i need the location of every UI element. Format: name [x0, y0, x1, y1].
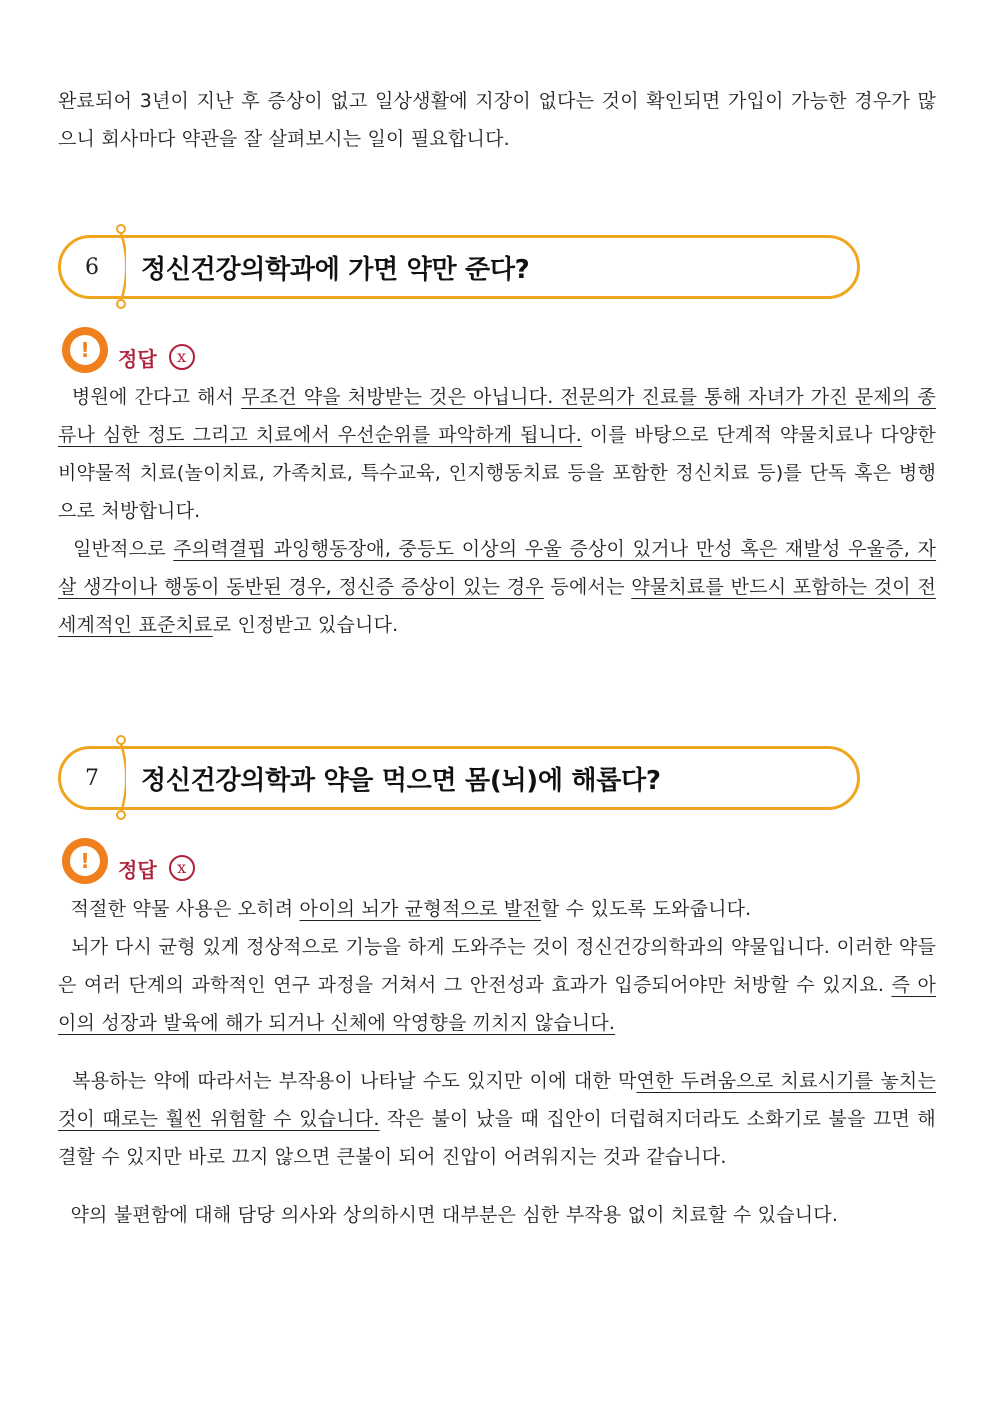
- answer-header-6: [62, 326, 195, 374]
- text-run: 복용하는 약에 따라서는 부작용이 나타날 수도 있지만 이에 대한 막: [72, 1070, 637, 1092]
- text-run: 작은 불이 났을 때 집안이 더럽혀지더라도 소화기로 불을 끄면 해결할 수 있지만 바로 끄지 않으면 큰불이 되어 진압이 어려워지는 것과 같습니다.: [58, 1108, 936, 1168]
- exclamation-bubble-icon: !: [62, 327, 108, 373]
- exclamation-bubble-icon: !: [62, 838, 108, 884]
- text-run: 약의 불편함에 대해 담당 의사와 상의하시면 대부분은 심한 부작용 없이 치료할 수 있습니다.: [70, 1204, 839, 1226]
- underlined-text: 약물치료를 반드시 포함하는 것이 전 세계적인 표준치료: [58, 576, 936, 636]
- answer-x-mark: x: [169, 855, 195, 881]
- underlined-text: 연한 두려움으로 치료시기를 놓치는 것이 때로는 훨씬 위험할 수 있습니다.: [58, 1070, 936, 1130]
- section-7-paragraph-1: [58, 890, 936, 928]
- section-7-paragraph-3: [58, 1062, 936, 1176]
- intro-text: 완료되어 3년이 지난 후 증상이 없고 일상생활에 지장이 없다는 것이 확인되면 가입이 가능한 경우가 많으니 회사마다 약관을 잘 살펴보시는 일이 필요합니다.: [58, 90, 936, 150]
- answer-label: 정답: [118, 346, 157, 371]
- answer-x-mark: x: [169, 344, 195, 370]
- text-run: 일반적으로: [72, 538, 174, 560]
- underlined-text: 주의력결핍 과잉행동장애, 중등도 이상의 우울 증상이 있거나 만성 혹은 재발성 우울증, 자살 생각이나 행동이 동반된 경우, 정신증 증상이 있는 경우: [58, 538, 937, 598]
- intro-paragraph: [58, 82, 936, 158]
- answer-header-7: [62, 837, 195, 885]
- text-run: 로 인정받고 있습니다.: [212, 614, 399, 636]
- answer-label: 정답: [118, 857, 157, 882]
- section-7-paragraph-4: [58, 1196, 936, 1234]
- text-run: 뇌가 다시 균형 있게 정상적으로 기능을 하게 도와주는 것이 정신건강의학과의 약물입니다. 이러한 약들은 여러 단계의 과학적인 연구 과정을 거쳐서 그 안전성과 효과가 입증되어야만 처방할 수 있지요.: [58, 936, 936, 996]
- text-run: 등에서는: [543, 576, 632, 598]
- underlined-text: 아이의 뇌가 균형적으로 발전: [299, 898, 541, 920]
- question-title: 정신건강의학과 약을 먹으면 몸(뇌)에 해롭다?: [141, 765, 661, 796]
- question-number: 7: [85, 765, 99, 791]
- section-7-paragraph-2: [58, 928, 936, 1042]
- question-box-6: [58, 235, 860, 299]
- text-run: 이를 바탕으로 단계적 약물치료나 다양한 비약물적 치료(놀이치료, 가족치료, 특수교육, 인지행동치료 등을 포함한 정신치료 등)를 단독 혹은 병행으로 처방합니다.: [58, 424, 936, 522]
- text-run: 병원에 간다고 해서: [71, 386, 242, 408]
- question-title: 정신건강의학과에 가면 약만 준다?: [141, 254, 530, 285]
- underlined-text: 즉 아이의 성장과 발육에 해가 되거나 신체에 악영향을 끼치지 않습니다.: [58, 974, 936, 1034]
- text-run: 할 수 있도록 도와줍니다.: [540, 898, 752, 920]
- section-6-paragraph-1: [58, 378, 936, 530]
- text-run: 적절한 약물 사용은 오히려: [70, 898, 300, 920]
- question-box-7: [58, 746, 860, 810]
- underlined-text: 무조건 약을 처방받는 것은 아닙니다. 전문의가 진료를 통해 자녀가 가진 문제의 종류나 심한 정도 그리고 치료에서 우선순위를 파악하게 됩니다.: [58, 386, 936, 446]
- question-number: 6: [85, 254, 99, 280]
- section-6-paragraph-2: [58, 530, 936, 644]
